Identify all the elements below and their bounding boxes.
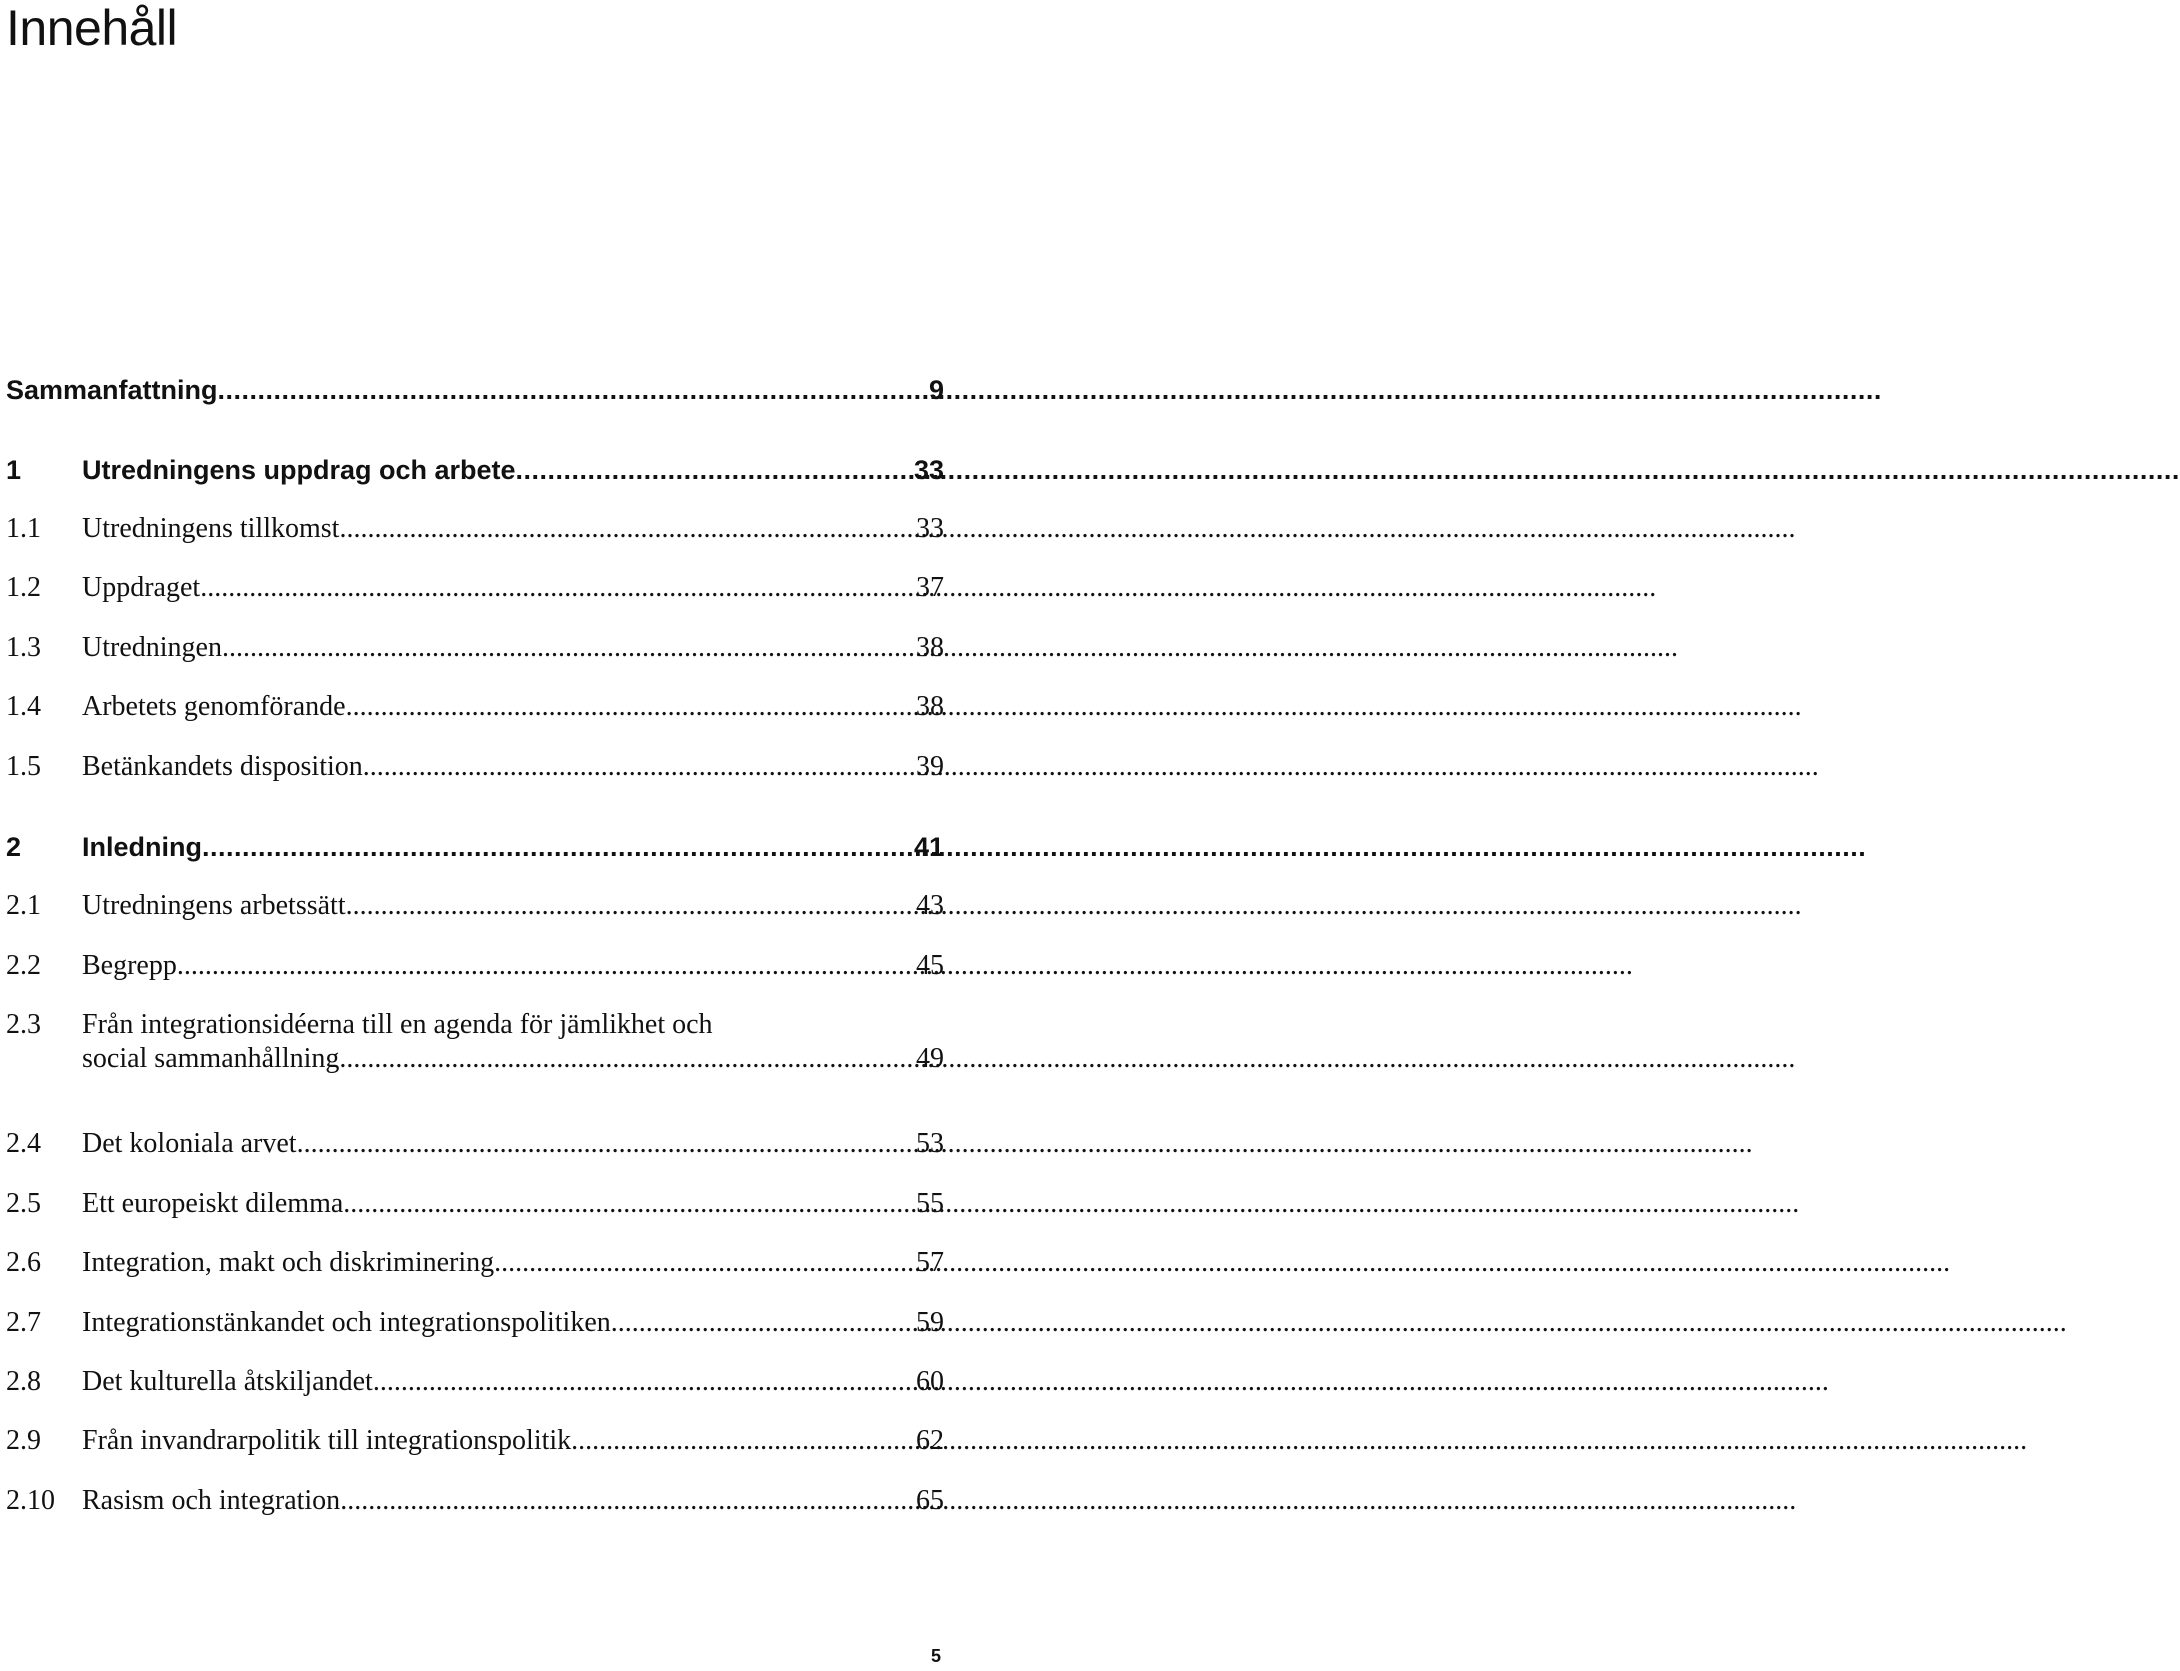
dot-leader [494, 1247, 912, 1279]
toc-entry-title: Sammanfattning [6, 375, 218, 405]
toc-entry-number: 1.4 [6, 691, 41, 722]
toc-entry-line-1 [6, 1009, 944, 1041]
dot-leader [200, 572, 912, 604]
toc-entry-title: Inledning [82, 832, 202, 862]
dot-leader [339, 1043, 912, 1075]
dot-leader [346, 890, 912, 922]
toc-entry-page: 33 [916, 513, 944, 544]
dot-leader [373, 1366, 912, 1398]
toc-entry-chapter-1[interactable] [6, 454, 944, 486]
toc-entry-line-2 [6, 1043, 944, 1075]
toc-entry-2-9[interactable] [6, 1425, 944, 1457]
toc-entry-title: Utredningen [82, 632, 222, 663]
dot-leader [343, 1188, 912, 1220]
toc-entry-number: 1.2 [6, 572, 41, 603]
toc-entry-2-1[interactable] [6, 890, 944, 922]
toc-entry-1-5[interactable] [6, 751, 944, 783]
dot-leader [222, 632, 912, 664]
toc-entry-page: 49 [916, 1043, 944, 1074]
toc-entry-number: 1.3 [6, 632, 41, 663]
toc-entry-page: 55 [916, 1188, 944, 1219]
toc-entry-title: Integration, makt och diskriminering [82, 1247, 495, 1278]
toc-entry-number: 2.1 [6, 890, 41, 921]
toc-entry-number: 2.5 [6, 1188, 41, 1219]
dot-leader [339, 513, 912, 545]
toc-entry-2-5[interactable] [6, 1188, 944, 1220]
toc-entry-page: 57 [916, 1247, 944, 1278]
dot-leader [177, 950, 912, 982]
toc-entry-number: 1.5 [6, 751, 41, 782]
toc-entry-title: Från integrationsidéerna till en agenda för jämlikhet och [82, 1009, 713, 1040]
toc-entry-title: Integrationstänkandet och integrationspolitiken [82, 1307, 611, 1338]
toc-entry-summary[interactable] [6, 374, 944, 406]
toc-entry-page: 9 [928, 375, 944, 405]
dot-leader [611, 1307, 912, 1339]
toc-entry-number: 2.3 [6, 1009, 41, 1040]
toc-entry-2-2[interactable] [6, 950, 944, 982]
toc-entry-page: 59 [916, 1307, 944, 1338]
toc-entry-page: 60 [916, 1366, 944, 1397]
dot-leader [218, 374, 925, 406]
dot-leader [297, 1128, 912, 1160]
toc-entry-title: Utredningens uppdrag och arbete [82, 455, 516, 485]
toc-entry-2-4[interactable] [6, 1128, 944, 1160]
toc-entry-2-3[interactable] [6, 1009, 944, 1075]
toc-entry-number: 2.6 [6, 1247, 41, 1278]
toc-entry-2-10[interactable] [6, 1485, 944, 1517]
toc-entry-number: 2.7 [6, 1307, 41, 1338]
page-title: Innehåll [6, 0, 178, 56]
toc-entry-number: 2.9 [6, 1425, 41, 1456]
toc-entry-page: 65 [916, 1485, 944, 1516]
toc-entry-title: Från invandrarpolitik till integrationspolitik [82, 1425, 572, 1456]
toc-entry-number: 2.8 [6, 1366, 41, 1397]
toc-entry-page: 62 [916, 1425, 944, 1456]
toc-entry-1-1[interactable] [6, 513, 944, 545]
toc-entry-title: Det kulturella åtskiljandet [82, 1366, 373, 1397]
dot-leader [363, 751, 912, 783]
toc-entry-1-4[interactable] [6, 691, 944, 723]
dot-leader [346, 691, 912, 723]
toc-entry-number: 2.10 [6, 1485, 55, 1516]
footer-page-number: 5 [930, 1646, 941, 1666]
toc-entry-title: Rasism och integration [82, 1485, 341, 1516]
toc-entry-title: Arbetets genomförande [82, 691, 346, 722]
toc-entry-2-7[interactable] [6, 1307, 944, 1339]
toc-entry-title: Utredningens arbetssätt [82, 890, 346, 921]
toc-entry-title: Begrepp [82, 950, 177, 981]
toc-entry-page: 38 [916, 632, 944, 663]
toc-entry-title: Ett europeiskt dilemma [82, 1188, 344, 1219]
toc-entry-number: 2 [6, 832, 22, 862]
toc-entry-title: Betänkandets disposition [82, 751, 363, 782]
toc-entry-1-3[interactable] [6, 632, 944, 664]
dot-leader [202, 831, 910, 863]
toc-entry-number: 2.4 [6, 1128, 41, 1159]
toc-entry-page: 37 [916, 572, 944, 603]
dot-leader [340, 1485, 912, 1517]
toc-entry-page: 33 [913, 455, 944, 485]
dot-leader [571, 1425, 912, 1457]
toc-entry-page: 41 [913, 832, 944, 862]
toc-entry-1-2[interactable] [6, 572, 944, 604]
toc-entry-number: 2.2 [6, 950, 41, 981]
toc-entry-page: 53 [916, 1128, 944, 1159]
toc-entry-title: Uppdraget [82, 572, 201, 603]
toc-entry-page: 39 [916, 751, 944, 782]
toc-entry-title: Det koloniala arvet [82, 1128, 297, 1159]
table-of-contents [6, 0, 944, 1671]
toc-entry-chapter-2[interactable] [6, 831, 944, 863]
toc-entry-2-8[interactable] [6, 1366, 944, 1398]
toc-entry-page: 43 [916, 890, 944, 921]
dot-leader [516, 454, 910, 486]
toc-entry-title-continued: social sammanhållning [82, 1043, 340, 1074]
toc-entry-2-6[interactable] [6, 1247, 944, 1279]
toc-entry-title: Utredningens tillkomst [82, 513, 340, 544]
toc-entry-page: 45 [916, 950, 944, 981]
toc-entry-number: 1.1 [6, 513, 41, 544]
toc-entry-page: 38 [916, 691, 944, 722]
toc-entry-number: 1 [6, 455, 22, 485]
